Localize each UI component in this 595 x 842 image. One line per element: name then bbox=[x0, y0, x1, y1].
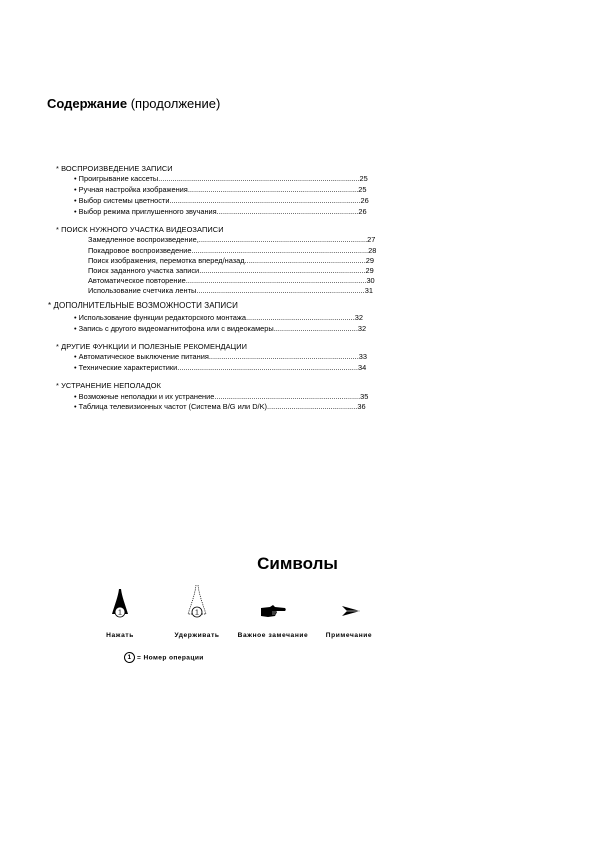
toc-item: • Выбор режима приглушенного звучания.....................................................................26 bbox=[74, 207, 367, 216]
hold-icon bbox=[186, 584, 208, 622]
toc-item: Поиск изображения, перемотка вперед/назад...........................................................29 bbox=[88, 256, 374, 265]
toc-item: Использование счетчика ленты..................................................................................31 bbox=[88, 286, 373, 295]
section-heading: * ПОИСК НУЖНОГО УЧАСТКА ВИДЕОЗАПИСИ bbox=[56, 225, 224, 234]
important-note-label: Важное замечание bbox=[237, 632, 309, 639]
operation-number-circle: 1 bbox=[124, 652, 135, 663]
title-bold: Содержание bbox=[47, 96, 128, 111]
note-label: Примечание bbox=[325, 632, 373, 639]
toc-item: • Выбор системы цветности.............................................................................................26 bbox=[74, 196, 369, 205]
section-heading: * УСТРАНЕНИЕ НЕПОЛАДОК bbox=[56, 381, 162, 390]
toc-item: • Технические характеристики........................................................................................34 bbox=[74, 363, 367, 372]
title-rest: (продолжение) bbox=[127, 96, 221, 111]
toc-item: • Возможные неполадки и их устранение.......................................................................35 bbox=[74, 392, 369, 401]
section-heading: * ВОСПРОИЗВЕДЕНИЕ ЗАПИСИ bbox=[56, 164, 173, 173]
page-title bbox=[47, 96, 220, 111]
toc-item: Замедленное воспроизведение,..................................................................................27 bbox=[88, 235, 376, 244]
toc-item: • Автоматическое выключение питания.........................................................................33 bbox=[74, 352, 368, 361]
note-arrow-icon bbox=[341, 605, 361, 617]
toc-item: Автоматическое повторение........................................................................................30 bbox=[88, 276, 375, 285]
svg-text:1: 1 bbox=[118, 609, 122, 617]
press-label: Нажать bbox=[106, 632, 134, 639]
pointing-hand-icon bbox=[260, 604, 286, 618]
toc-item: Покадровое воспроизведение......................................................................................28 bbox=[88, 246, 377, 255]
press-icon bbox=[110, 588, 130, 622]
operation-number-text: = Номер операции bbox=[137, 654, 204, 662]
operation-number-note bbox=[124, 652, 204, 663]
toc-item: Поиск заданного участка записи.................................................................................29 bbox=[88, 266, 374, 275]
section-heading: * ДОПОЛНИТЕЛЬНЫЕ ВОЗМОЖНОСТИ ЗАПИСИ bbox=[48, 301, 238, 310]
section-heading: * ДРУГИЕ ФУНКЦИИ И ПОЛЕЗНЫЕ РЕКОМЕНДАЦИИ bbox=[56, 342, 248, 351]
symbols-title: Символы bbox=[257, 554, 338, 573]
svg-text:1: 1 bbox=[195, 609, 199, 617]
toc-item: • Таблица телевизионных частот (Система B/G или D/K)............................................36 bbox=[74, 402, 366, 411]
toc-item: • Использование функции редакторского монтажа.....................................................32 bbox=[74, 313, 363, 322]
toc-item: • Ручная настройка изображения...................................................................................25 bbox=[74, 185, 367, 194]
toc-item: • Запись с другого видеомагнитофона или с видеокамеры.........................................32 bbox=[74, 324, 367, 333]
toc-item: • Проигрывание кассеты..................................................................................................25 bbox=[74, 174, 368, 183]
hold-label: Удерживать bbox=[174, 632, 220, 639]
